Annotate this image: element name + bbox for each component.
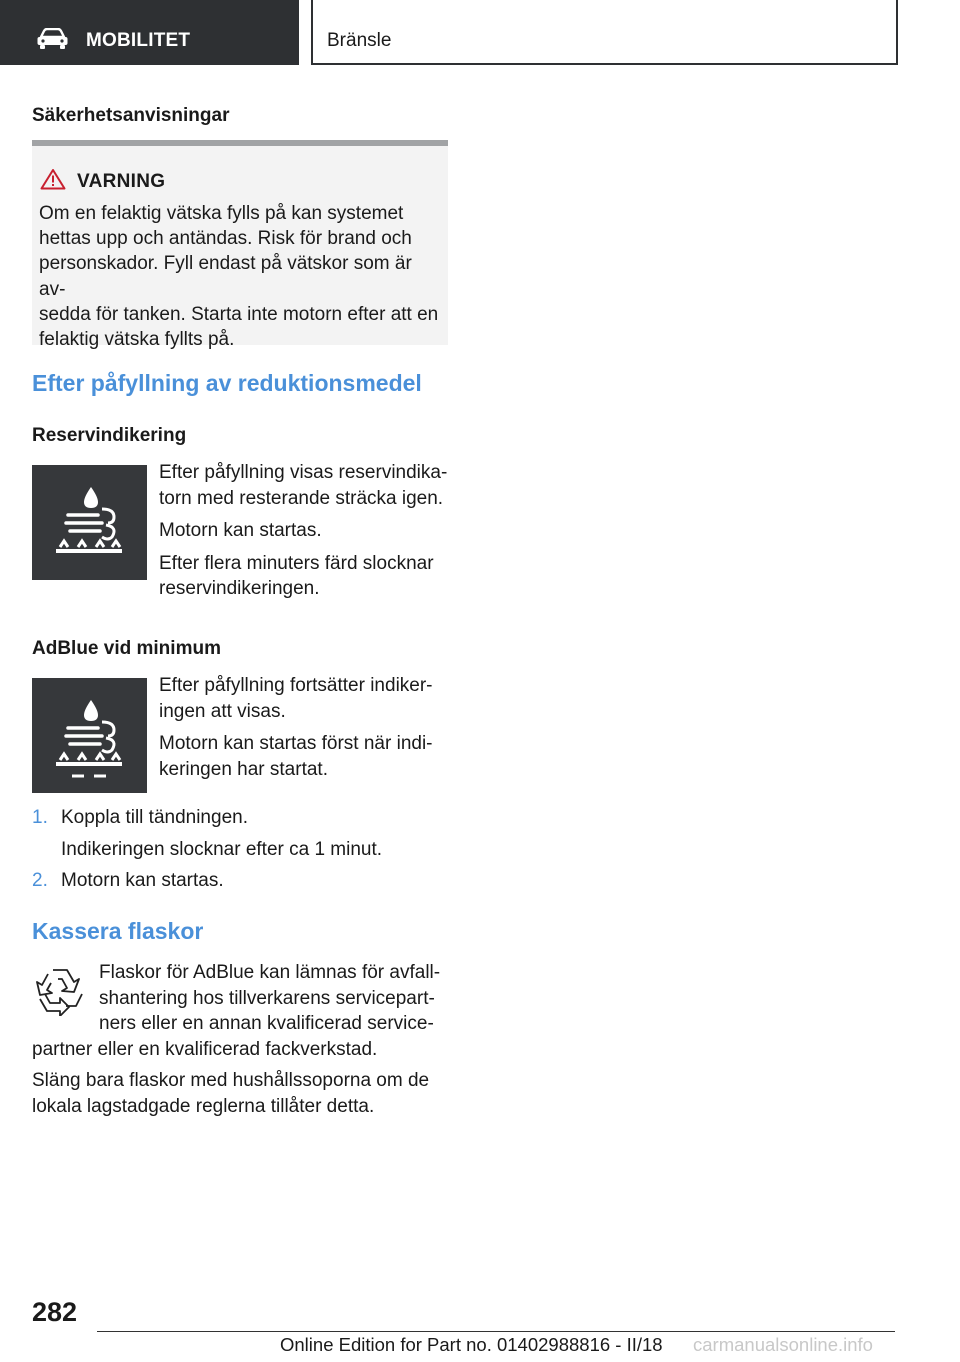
minimum-text: Efter påfyllning fortsätter indiker- ingen att visas. Motorn kan startas först när indi- keringen har startat.	[159, 675, 433, 780]
disposal-text: Flaskor för AdBlue kan lämnas för avfall- shantering hos tillverkarens servicepart- ners eller en annan kvalificerad service- partner eller en kvalificerad fackverkstad. Släng bara flaskor med hushållssoporna om de lokala lagstadgade reglerna tillåter detta.	[32, 962, 441, 1117]
after-refill-heading: Efter påfyllning av reduktionsmedel	[32, 370, 422, 396]
reserve-heading: Reservindikering	[32, 425, 187, 446]
steps-list	[32, 805, 448, 894]
warning-triangle-icon	[40, 168, 66, 195]
footer-edition: Online Edition for Part no. 01402988816 - II/18	[280, 1334, 663, 1355]
section-tab	[0, 0, 299, 65]
car-icon	[36, 28, 69, 55]
warning-title: VARNING	[77, 171, 166, 192]
section-title: MOBILITET	[86, 30, 191, 51]
safety-heading: Säkerhetsanvisningar	[32, 105, 230, 126]
minimum-heading: AdBlue vid minimum	[32, 638, 221, 659]
list-item: 1. Koppla till tändningen.	[32, 807, 248, 828]
watermark: carmanualsonline.info	[693, 1334, 873, 1355]
warning-box	[32, 140, 448, 351]
page-number: 282	[32, 1297, 78, 1327]
step-note: Indikeringen slocknar efter ca 1 minut.	[61, 838, 383, 860]
list-item: 2. Motorn kan startas.	[32, 870, 224, 891]
reserve-text: Efter påfyllning visas reservindika- torn med resterande sträcka igen. Motorn kan startas. Efter flera minuters färd slocknar reservindikeringen.	[159, 462, 448, 599]
chapter-title: Bränsle	[327, 30, 392, 51]
adblue-indicator-icon	[32, 465, 147, 580]
warning-text: Om en felaktig vätska fylls på kan systemet hettas upp och antändas. Risk för brand och personskador. Fyll endast på vätskor som är av- sedda för tanken. Starta inte motorn efter att en felaktig vätska fyllts på.	[39, 203, 439, 351]
adblue-minimum-indicator-icon	[32, 678, 147, 793]
disposal-heading: Kassera flaskor	[32, 918, 204, 944]
footer-rule	[97, 1331, 895, 1332]
chapter-tab	[311, 0, 898, 65]
